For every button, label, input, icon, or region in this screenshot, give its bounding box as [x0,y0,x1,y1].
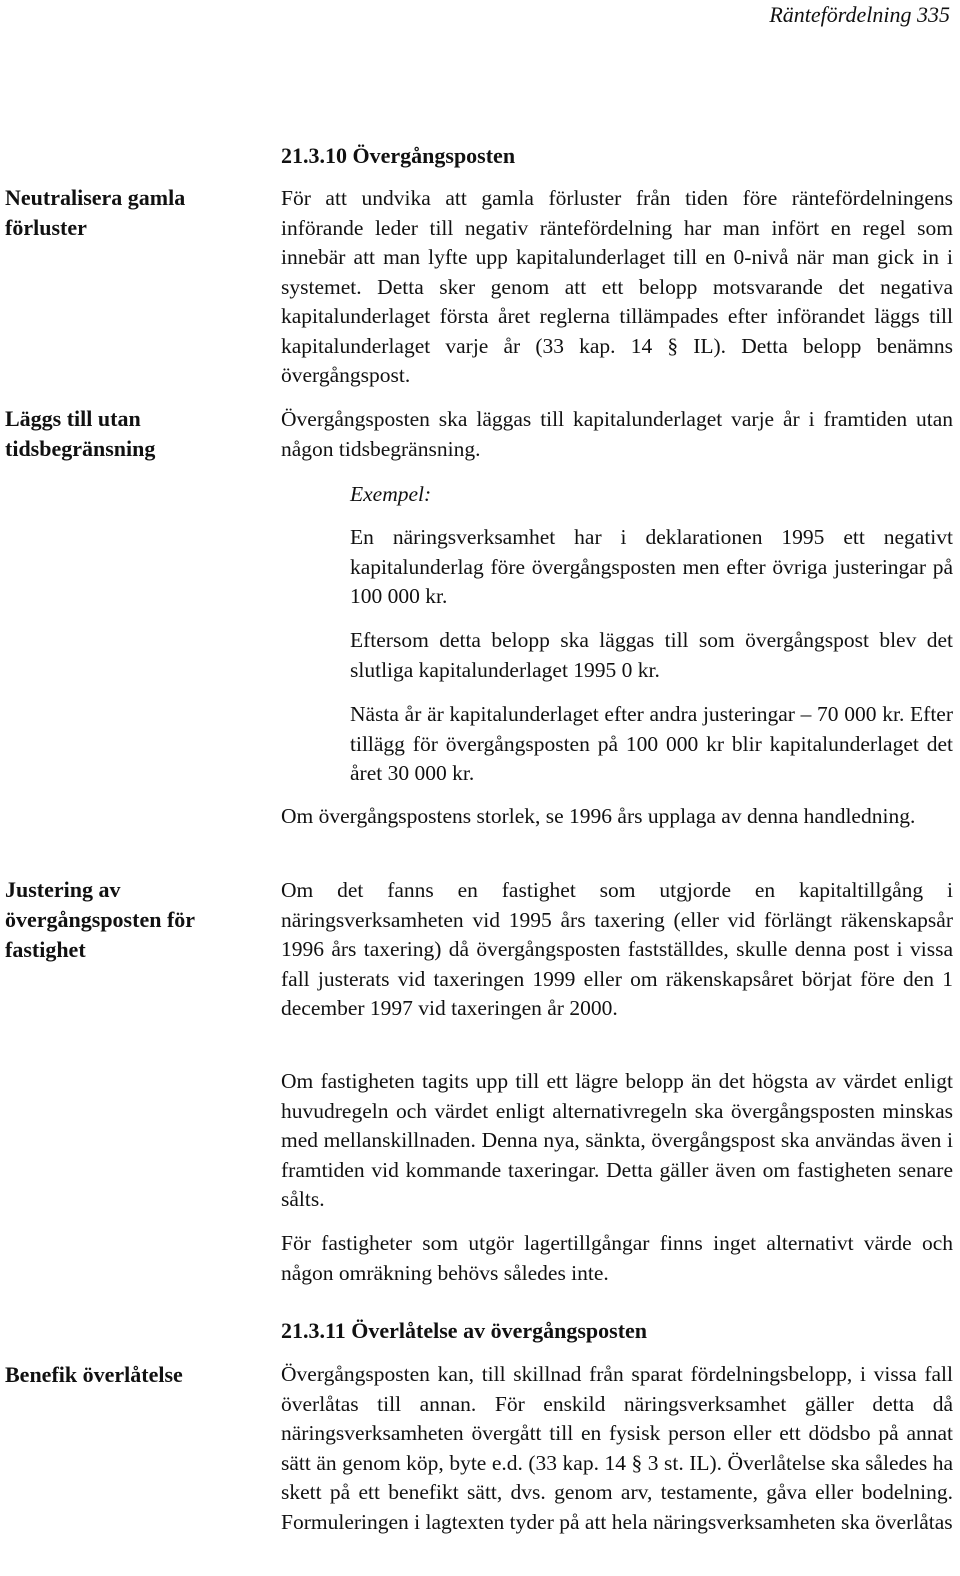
running-title: Räntefördelning [769,2,912,27]
paragraph-intro: För att undvika att gamla förluster från tiden före räntefördelningens införande leder till negativ räntefördelning har man infört en regel som innebär att man lyfte upp kapitalunderlaget till en 0-nivå när man gick in i systemet. Detta sker genom att ett belopp motsvarande det negativa kapitalunderlaget första året reglerna tillämpades efter införandet läggs till kapitalunderlaget varje år (33 kap. 14 § IL). Detta belopp benämns övergångspost. [281,186,953,387]
section-heading-21-3-10: 21.3.10 Övergångsposten [281,143,516,168]
example-paragraph-2: Eftersom detta belopp ska läggas till som övergångspost blev det slutliga kapitalunderlaget 1995 0 kr. [350,628,953,682]
example-paragraph-1: En näringsverksamhet har i deklarationen 1995 ett negativt kapitalunderlag före övergångsposten men efter övriga justeringar på 100 000 kr. [350,525,953,608]
paragraph-fastighet: Om det fanns en fastighet som utgjorde en kapitaltillgång i näringsverksamheten vid 1995 års taxering (eller vid förlängt räkenskapsår 1996 års taxering) då övergångsposten fastställdes, skulle denna post i vissa fall justerats vid taxeringen 1999 eller om räkenskapsåret börjat före den 1 december 1997 vid taxeringen år 2000. [281,878,953,1020]
section-heading-21-3-11: 21.3.11 Överlåtelse av övergångsposten [281,1318,648,1343]
page-header [769,0,950,30]
paragraph-lagertillgangar: För fastigheter som utgör lagertillgångar finns inget alternativt värde och någon omräkning behövs således inte. [281,1231,953,1285]
paragraph-lagre-belopp: Om fastigheten tagits upp till ett lägre belopp än det högsta av värdet enligt huvudregeln och värdet enligt alternativregeln ska övergångsposten minskas med mellanskillnaden. Denna nya, sänkta, övergångspost ska användas även i framtiden vid kommande taxeringar. Detta gäller även om fastigheten senare sålts. [281,1069,953,1211]
page-number: 335 [917,2,950,27]
paragraph-reference: Om övergångspostens storlek, se 1996 års upplaga av denna handledning. [281,804,916,828]
paragraph-no-time-limit: Övergångsposten ska läggas till kapitalunderlaget varje år i framtiden utan någon tidsbegränsning. [281,407,953,461]
margin-note-laggs-till: Läggs till utan tidsbegränsning [5,406,156,461]
margin-note-justering: Justering av övergångsposten för fastighet [5,877,195,962]
paragraph-overlatelse: Övergångsposten kan, till skillnad från sparat fördelningsbelopp, i vissa fall överlåtas till annan. För enskild näringsverksamhet gäller detta då näringsverksamheten övergått till en fysisk person eller ett dödsbo på annat sätt än genom köp, byte e.d. (33 kap. 14 § 3 st. IL). Överlåtelse ska således ha skett på ett benefikt sätt, dvs. genom arv, testamente, gåva eller bodelning. Formuleringen i lagtexten tyder på att hela näringsverksamheten ska överlåtas [281,1362,953,1534]
margin-note-benefik: Benefik överlåtelse [5,1362,183,1387]
example-label: Exempel: [350,482,432,506]
example-paragraph-3: Nästa år är kapitalunderlaget efter andra justeringar – 70 000 kr. Efter tillägg för övergångsposten på 100 000 kr blir kapitalunderlaget det året 30 000 kr. [350,702,953,785]
margin-note-neutralisera: Neutralisera gamla förluster [5,185,186,240]
